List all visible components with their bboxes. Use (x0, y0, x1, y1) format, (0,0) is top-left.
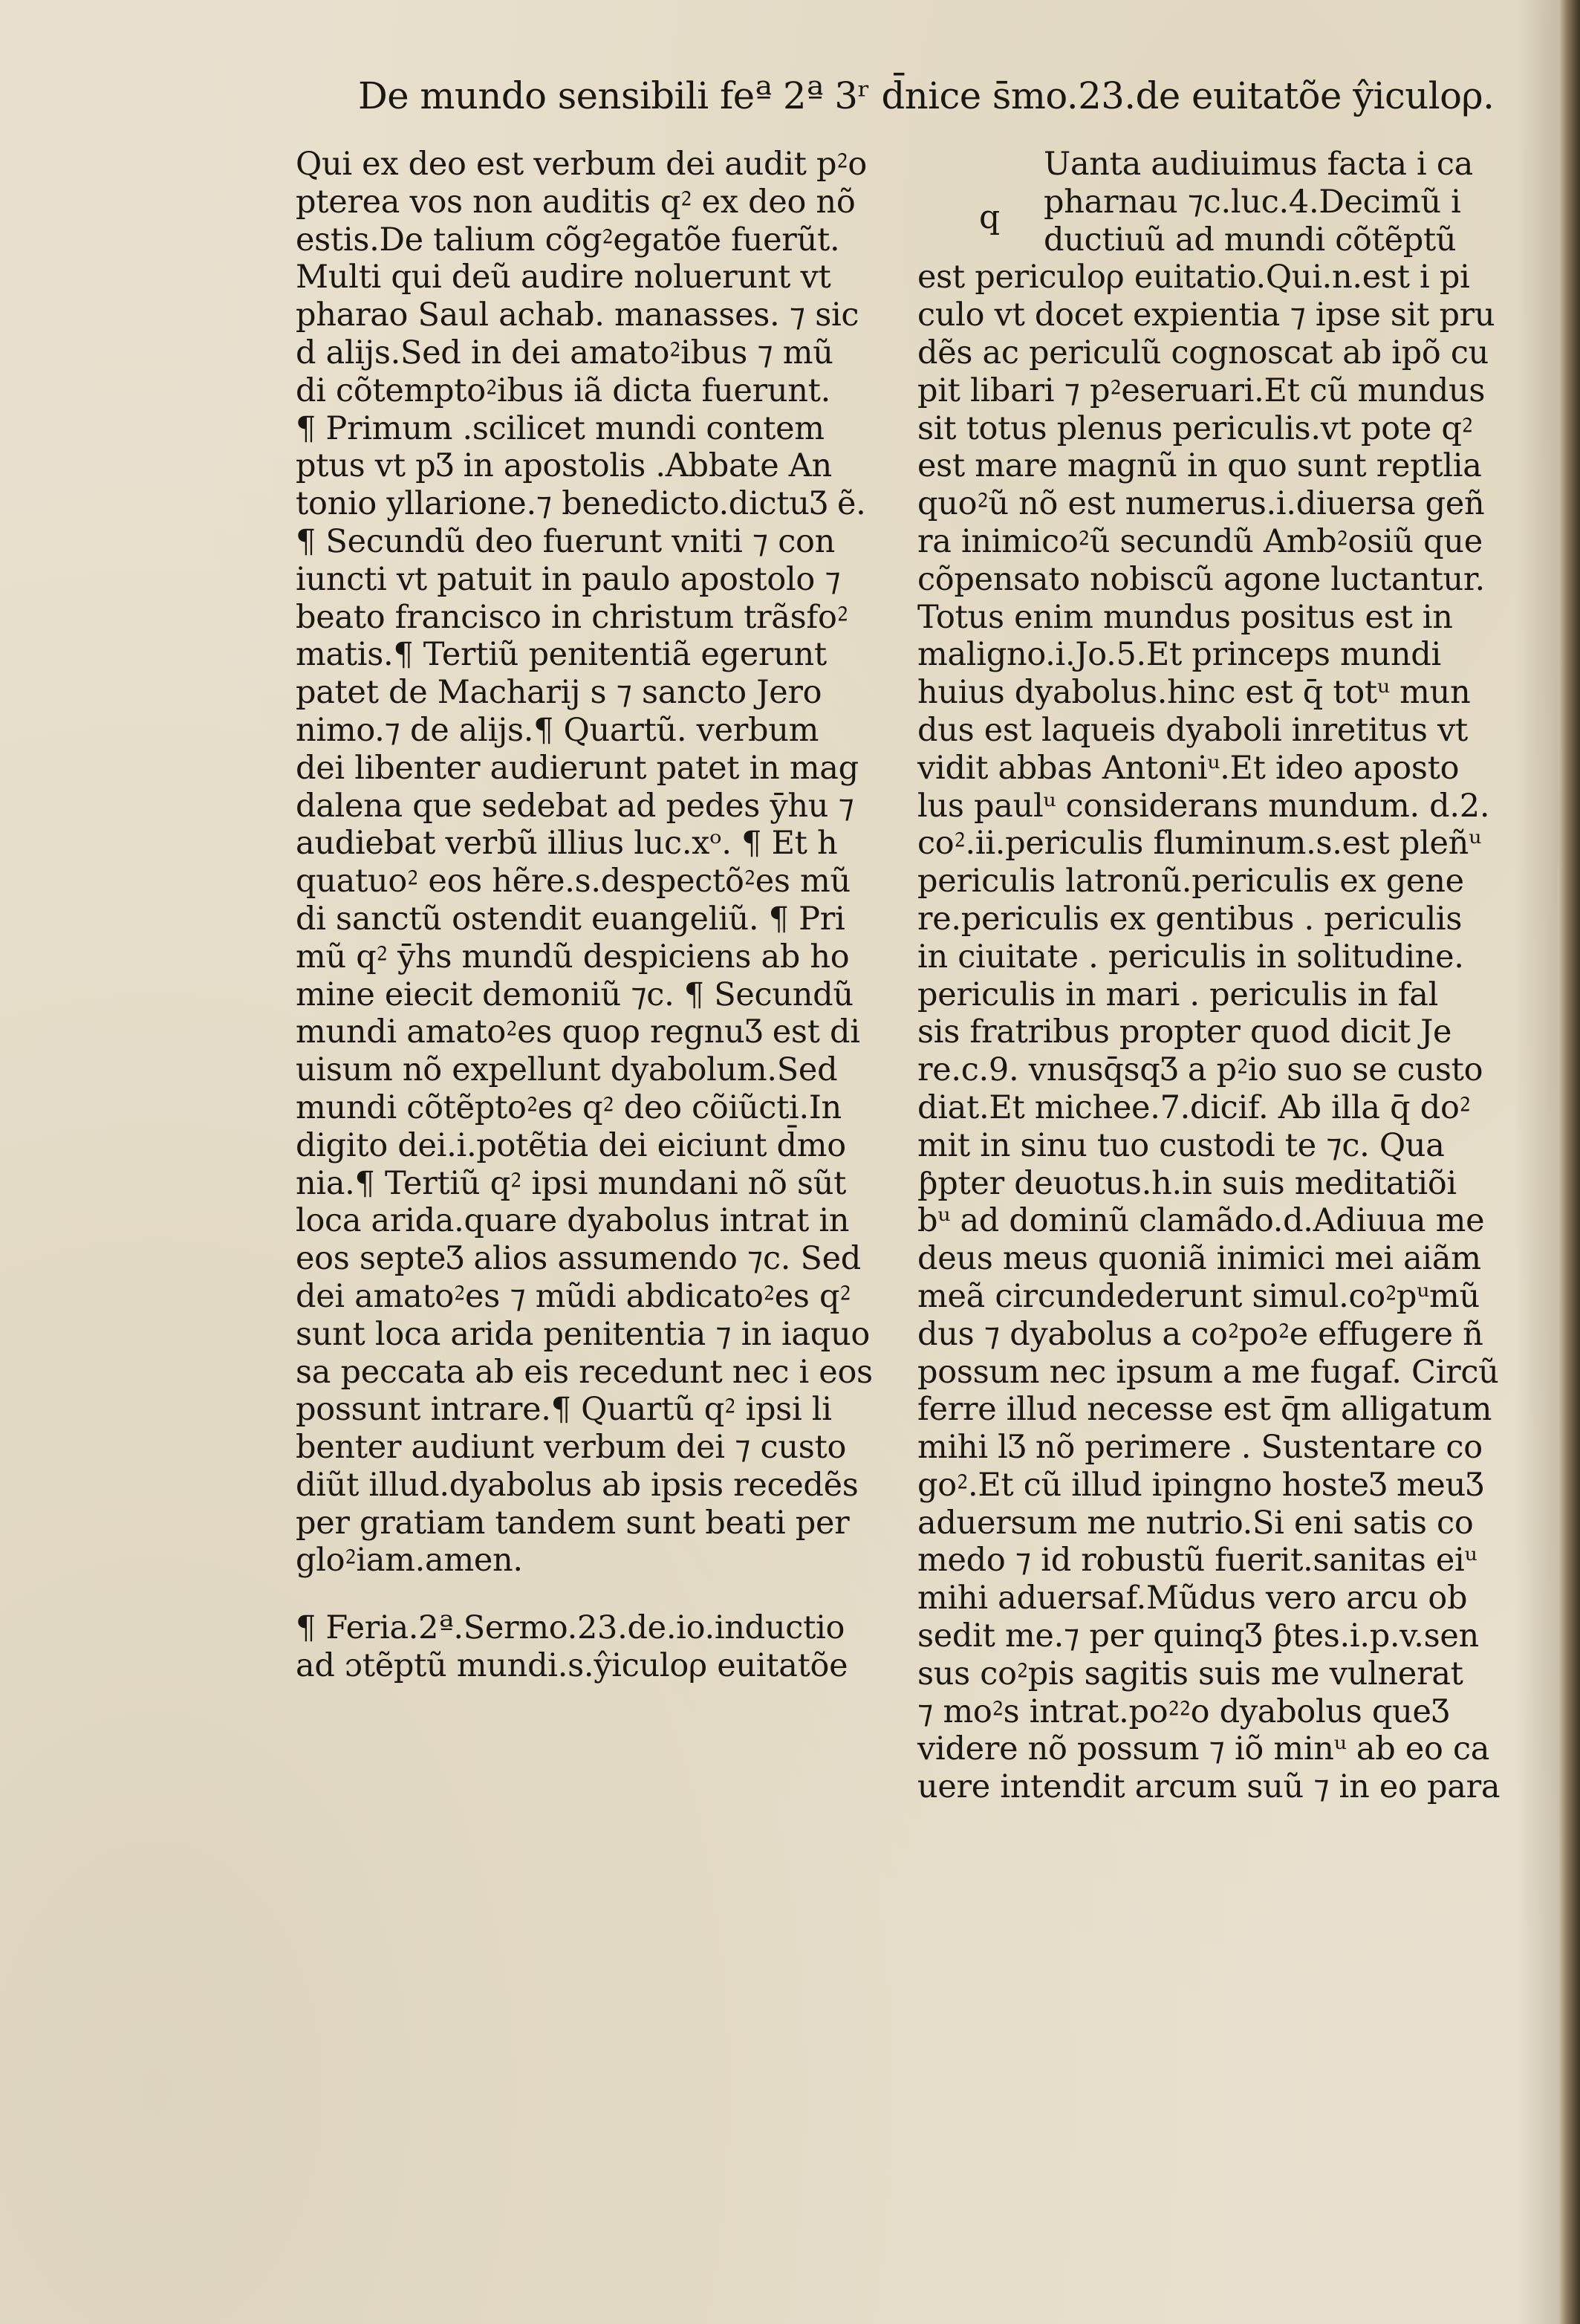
running-header: De mundo sensibili feª 2ª 3ʳ d̄nice s̄mo.23.de euitatõe ŷiculoρ. (358, 74, 1495, 117)
text-line: benter audiunt verbum dei ⁊ custo (296, 1429, 847, 1467)
text-line: dei libenter audierunt patet in mag (296, 749, 859, 787)
drop-initial-placeholder: q (979, 198, 1001, 236)
text-line: estis.De talium cõg⁲egatõe fuerũt. (296, 221, 840, 259)
text-line: pit libari ⁊ p⁲eseruari.Et cũ mundus (917, 371, 1486, 409)
text-line: di cõtempto⁲ibus iã dicta fuerunt. (296, 371, 831, 409)
text-line: lus paulᵘ considerans mundum. d.2. (917, 787, 1490, 825)
text-line: mihi lƷ nõ perimere . Sustentare co (917, 1429, 1483, 1467)
text-line: dus est laqueis dyaboli inretitus vt (917, 711, 1468, 749)
text-line: per gratiam tandem sunt beati per (296, 1504, 850, 1542)
text-line: matis.¶ Tertiũ penitentiã egerunt (296, 636, 827, 674)
text-line: glo⁲iam.amen. (296, 1542, 523, 1580)
text-line: videre nõ possum ⁊ iõ minᵘ ab eo ca (917, 1730, 1490, 1768)
text-line: mit in sinu tuo custodi te ⁊c. Qua (917, 1126, 1445, 1164)
text-line: uere intendit arcum suũ ⁊ in eo para (917, 1768, 1501, 1806)
text-line: nimo.⁊ de alijs.¶ Quartũ. verbum (296, 711, 819, 749)
text-line: est mare magnũ in quo sunt reptlia (917, 447, 1482, 485)
text-line: ƥpter deuotus.h.in suis meditatiõi (917, 1164, 1457, 1202)
text-line: ⁊ mo⁲s intrat.po⁲⁲o dyabolus queƷ (917, 1692, 1449, 1730)
text-line: re.c.9. vnusq̄sqƷ a p⁲io suo se custo (917, 1051, 1483, 1089)
text-line: d alijs.Sed in dei amato⁲ibus ⁊ mũ (296, 334, 833, 371)
text-line: patet de Macharij s ⁊ sancto Jero (296, 674, 822, 712)
text-line: possunt intrare.¶ Quartũ q⁲ ipsi li (296, 1391, 832, 1429)
text-line: beato francisco in christum trãsfo⁲ (296, 598, 848, 636)
text-line: sit totus plenus periculis.vt pote q⁲ (917, 409, 1473, 447)
text-line: sedit me.⁊ per quinqƷ ƥtes.i.p.v.sen (917, 1617, 1479, 1655)
text-line: sunt loca arida penitentia ⁊ in iaquo (296, 1315, 870, 1353)
text-line: est periculoρ euitatio.Qui.n.est i pi (917, 259, 1470, 296)
text-line: ¶ Secundũ deo fuerunt vniti ⁊ con (296, 522, 836, 560)
text-line: mundi amato⁲es quoρ regnuƷ est di (296, 1013, 860, 1051)
text-line: aduersum me nutrio.Si eni satis co (917, 1504, 1474, 1542)
text-line: tonio yllarione.⁊ benedicto.dictuƷ ẽ. (296, 485, 866, 523)
text-line: dus ⁊ dyabolus a co⁲po⁲e effugere ñ (917, 1315, 1483, 1353)
text-line: cõpensato nobiscũ agone luctantur. (917, 560, 1485, 598)
text-line: sis fratribus propter quod dicit Je (917, 1013, 1452, 1051)
text-line: bᵘ ad dominũ clamãdo.d.Adiuua me (917, 1202, 1485, 1240)
left-column (296, 146, 920, 1685)
text-line: ptus vt pƷ in apostolis .Abbate An (296, 447, 832, 485)
text-line: Multi qui deũ audire noluerunt vt (296, 259, 831, 296)
text-line: quatuo⁲ eos hẽre.s.despectõ⁲es mũ (296, 863, 851, 900)
text-line: nia.¶ Tertiũ q⁲ ipsi mundani nõ sũt (296, 1164, 847, 1202)
text-line: sa peccata ab eis recedunt nec i eos (296, 1353, 873, 1391)
text-line: sus co⁲pis sagitis suis me vulnerat (917, 1655, 1463, 1692)
text-line: ¶ Primum .scilicet mundi contem (296, 409, 825, 447)
text-line: vidit abbas Antoniᵘ.Et ideo aposto (917, 749, 1460, 787)
text-line: digito dei.i.potẽtia dei eiciunt d̄mo (296, 1126, 846, 1164)
text-line: audiebat verbũ illius luc.xᵒ. ¶ Et h (296, 825, 838, 863)
text-line: mundi cõtẽpto⁲es q⁲ deo cõiũcti.In (296, 1088, 842, 1126)
right-column (917, 146, 1527, 1806)
text-line: re.periculis ex gentibus . periculis (917, 900, 1463, 938)
sermon-heading-line: ¶ Feria.2ª.Sermo.23.de.io.inductio (296, 1609, 845, 1647)
text-line: Qui ex deo est verbum dei audit p⁲o (296, 146, 867, 183)
text-line: iuncti vt patuit in paulo apostolo ⁊ (296, 560, 841, 598)
text-line: eos septeƷ alios assumendo ⁊c. Sed (296, 1240, 862, 1278)
text-line: meã circundederunt simul.co⁲pᵘmũ (917, 1277, 1480, 1315)
text-line: Uanta audiuimus facta i ca (1044, 146, 1473, 183)
text-line: mine eiecit demoniũ ⁊c. ¶ Secundũ (296, 976, 854, 1013)
text-line: di sanctũ ostendit euangeliũ. ¶ Pri (296, 900, 845, 938)
text-line: mihi aduersaf.Mũdus vero arcu ob (917, 1580, 1468, 1617)
text-line: ra inimico⁲ũ secundũ Amb⁲osiũ que (917, 522, 1483, 560)
text-line: mũ q⁲ ȳhs mundũ despiciens ab ho (296, 938, 850, 976)
text-line: go⁲.Et cũ illud ipingno hosteƷ meuƷ (917, 1466, 1483, 1504)
text-line: in ciuitate . periculis in solitudine. (917, 938, 1464, 976)
sermon-heading-line: ad ɔtẽptũ mundi.s.ŷiculoρ euitatõe (296, 1647, 848, 1685)
text-line: ferre illud necesse est q̄m alligatum (917, 1391, 1492, 1429)
text-line: dẽs ac periculũ cognoscat ab ipõ cu (917, 334, 1489, 371)
text-line: ductiuũ ad mundi cõtẽptũ (1044, 221, 1457, 259)
text-line: pterea vos non auditis q⁲ ex deo nõ (296, 183, 856, 221)
text-line: Totus enim mundus positus est in (917, 598, 1453, 636)
text-line: maligno.i.Jo.5.Et princeps mundi (917, 636, 1441, 674)
text-line: pharao Saul achab. manasses. ⁊ sic (296, 296, 859, 334)
text-line: dalena que sedebat ad pedes ȳhu ⁊ (296, 787, 854, 825)
text-line: periculis latronũ.periculis ex gene (917, 863, 1464, 900)
text-line: culo vt docet expientia ⁊ ipse sit pru (917, 296, 1495, 334)
text-line: medo ⁊ id robustũ fuerit.sanitas eiᵘ (917, 1542, 1477, 1580)
text-line: periculis in mari . periculis in fal (917, 976, 1439, 1013)
text-line: loca arida.quare dyabolus intrat in (296, 1202, 850, 1240)
text-line: dei amato⁲es ⁊ mũdi abdicato⁲es q⁲ (296, 1277, 851, 1315)
text-line: deus meus quoniã inimici mei aiãm (917, 1240, 1481, 1278)
text-line: quo⁲ũ nõ est numerus.i.diuersa geñ (917, 485, 1485, 523)
book-spine (1558, 0, 1580, 2324)
section-gap (296, 1580, 920, 1609)
text-line: uisum nõ expellunt dyabolum.Sed (296, 1051, 838, 1089)
text-line: co⁲.ii.periculis fluminum.s.est pleñᵘ (917, 825, 1481, 863)
text-line: possum nec ipsum a me fugaf. Circũ (917, 1353, 1499, 1391)
text-line: diat.Et michee.7.dicif. Ab illa q̄ do⁲ (917, 1088, 1471, 1126)
text-line: pharnau ⁊c.luc.4.Decimũ i (1044, 183, 1461, 221)
text-line: diũt illud.dyabolus ab ipsis recedẽs (296, 1466, 859, 1504)
text-line: huius dyabolus.hinc est q̄ totᵘ mun (917, 674, 1471, 712)
